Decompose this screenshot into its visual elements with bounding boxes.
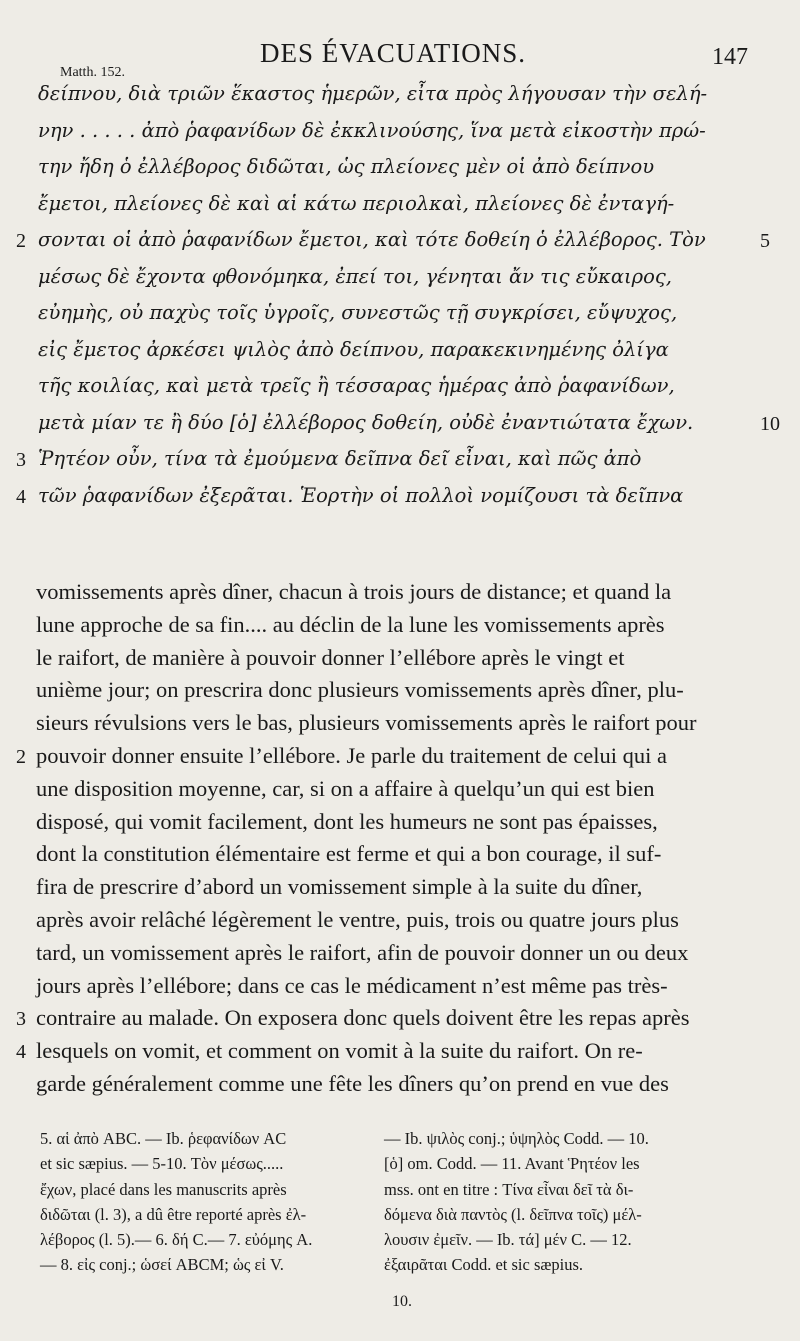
french-text-line: une disposition moyenne, car, si on a affaire à quelqu’un qui est bien: [36, 775, 655, 801]
footnote-line: διδῶται (l. 3), a dû être reporté après ἐλ-: [40, 1204, 307, 1224]
footnote-line: [ὁ] om. Codd. — 11. Avant Ῥητέον les: [384, 1154, 640, 1174]
greek-right-line-number: 10: [760, 412, 780, 435]
footnote-line: mss. ont en titre : Τίνα εἶναι δεῖ τὰ δι-: [384, 1179, 634, 1199]
greek-right-line-number: 5: [760, 230, 770, 252]
french-left-line-marker: 3: [16, 1008, 26, 1031]
greek-left-line-marker: 3: [16, 449, 26, 471]
greek-text-line: εὐημὴς, οὐ παχὺς τοῖς ὑγροῖς, συνεστῶς τῇ συγκρίσει, εὔψυχος,: [38, 301, 678, 324]
greek-text-line: Ῥητέον οὖν, τίνα τὰ ἐμούμενα δεῖπνα δεῖ εἶναι, καὶ πῶς ἀπὸ: [38, 447, 642, 470]
greek-text-line: μέσως δὲ ἔχοντα φθονόμηκα, ἐπεί τοι, γένηται ἄν τις εὔκαιρος,: [38, 264, 672, 288]
page-number: 147: [712, 44, 748, 70]
greek-text-line: την ἤδη ὁ ἐλλέβορος διδῶται, ὡς πλείονες μὲν οἱ ἀπὸ δείπνου: [38, 155, 655, 178]
french-text-line: sieurs révulsions vers le bas, plusieurs vomissements après le raifort pour: [36, 710, 697, 736]
french-left-line-marker: 2: [16, 746, 26, 768]
greek-text-line: εἰς ἔμετος ἀρκέσει ψιλὸς ἀπὸ δείπνου, παρακεκινημένης ὀλίγα: [38, 337, 669, 361]
footnote-line: et sic sæpius. — 5-10. Τὸν μέσως.....: [40, 1154, 284, 1174]
french-text-line: disposé, qui vomit facilement, dont les humeurs ne sont pas épaisses,: [36, 808, 658, 834]
french-text-line: dont la constitution élémentaire est ferme et qui a bon courage, il suf-: [36, 841, 662, 867]
french-translation-block: [36, 576, 776, 1101]
footnote-line: λουσιν ἐμεῖν. — Ib. τά] μέν C. — 12.: [384, 1230, 632, 1250]
french-text-line: vomissements après dîner, chacun à trois jours de distance; et quand la: [36, 579, 672, 604]
footnote-line: δόμενα διὰ παντὸς (l. δεῖπνα τοῖς) μέλ-: [384, 1204, 642, 1224]
footnote-line: λέβορος (l. 5).— 6. δή C.— 7. εὐόμης A.: [40, 1230, 313, 1250]
footnote-line: ἔχων, placé dans les manuscrits après: [40, 1179, 287, 1199]
french-left-line-marker: 4: [16, 1041, 26, 1064]
french-text-line: lesquels on vomit, et comment on vomit à la suite du raifort. On re-: [36, 1038, 643, 1064]
running-head: DES ÉVACUATIONS.: [260, 38, 527, 68]
footnotes-right-column: [384, 1126, 784, 1278]
greek-left-line-marker: 2: [16, 230, 26, 252]
greek-text-line: ἔμετοι, πλείονες δὲ καὶ αἱ κάτω περιολκαὶ, πλείονες δὲ ἐνταγή-: [38, 191, 675, 215]
greek-text-line: νην . . . . . ἀπὸ ῥαφανίδων δὲ ἐκκλινούσης, ἵνα μετὰ εἰκοστὴν πρώ-: [38, 118, 706, 142]
footnote-line: ἐξαιρᾶται Codd. et sic sæpius.: [384, 1255, 584, 1275]
french-text-line: jours après l’ellébore; dans ce cas le médicament n’est même pas très-: [36, 972, 668, 998]
french-text-line: lune approche de sa fin.... au déclin de la lune les vomissements après: [36, 611, 665, 637]
french-text-line: le raifort, de manière à pouvoir donner l’ellébore après le vingt et: [36, 644, 625, 670]
greek-text-line: δείπνου, διὰ τριῶν ἕκαστος ἡμερῶν, εἶτα πρὸς λήγουσαν τὴν σελή-: [38, 82, 708, 105]
french-text-line: après avoir relâché légèrement le ventre, puis, trois ou quatre jours plus: [36, 906, 679, 932]
greek-text-line: τῶν ῥαφανίδων ἐξερᾶται. Ἑορτὴν οἱ πολλοὶ νομίζουσι τὰ δεῖπνα: [38, 483, 684, 507]
signature-mark: 10.: [392, 1293, 412, 1310]
french-text-line: tard, un vomissement après le raifort, afin de pouvoir donner un ou deux: [36, 939, 689, 965]
greek-left-line-marker: 4: [16, 485, 26, 508]
greek-text-line: τῆς κοιλίας, καὶ μετὰ τρεῖς ἢ τέσσαρας ἡμέρας ἀπὸ ῥαφανίδων,: [38, 374, 675, 397]
footnote-line: 5. αἱ ἀπὸ ABC. — Ib. ῥεφανίδων AC: [40, 1129, 287, 1148]
footnote-line: — Ib. ψιλὸς conj.; ὑψηλὸς Codd. — 10.: [384, 1129, 649, 1148]
greek-text-block: [38, 76, 778, 514]
french-text-line: garde généralement comme une fête les dîners qu’on prend en vue des: [36, 1070, 669, 1096]
greek-text-line: σονται οἱ ἀπὸ ῥαφανίδων ἔμετοι, καὶ τότε δοθείη ὁ ἐλλέβορος. Τὸν: [38, 228, 706, 251]
french-text-line: pouvoir donner ensuite l’ellébore. Je parle du traitement de celui qui a: [36, 742, 668, 768]
footnotes-left-column: [40, 1126, 370, 1278]
footnote-line: — 8. εἰς conj.; ὡσεί ABCM; ὡς εἰ V.: [40, 1255, 284, 1275]
source-reference: Matth. 152.: [60, 65, 125, 80]
french-text-line: fira de prescrire d’abord un vomissement simple à la suite du dîner,: [36, 874, 643, 900]
french-text-line: unième jour; on prescrira donc plusieurs vomissements après dîner, plu-: [36, 677, 684, 703]
french-text-line: contraire au malade. On exposera donc quels doivent être les repas après: [36, 1005, 690, 1031]
greek-text-line: μετὰ μίαν τε ἢ δύο [ὁ] ἐλλέβορος δοθείη, οὐδὲ ἐναντιώτατα ἔχων.: [38, 410, 694, 434]
